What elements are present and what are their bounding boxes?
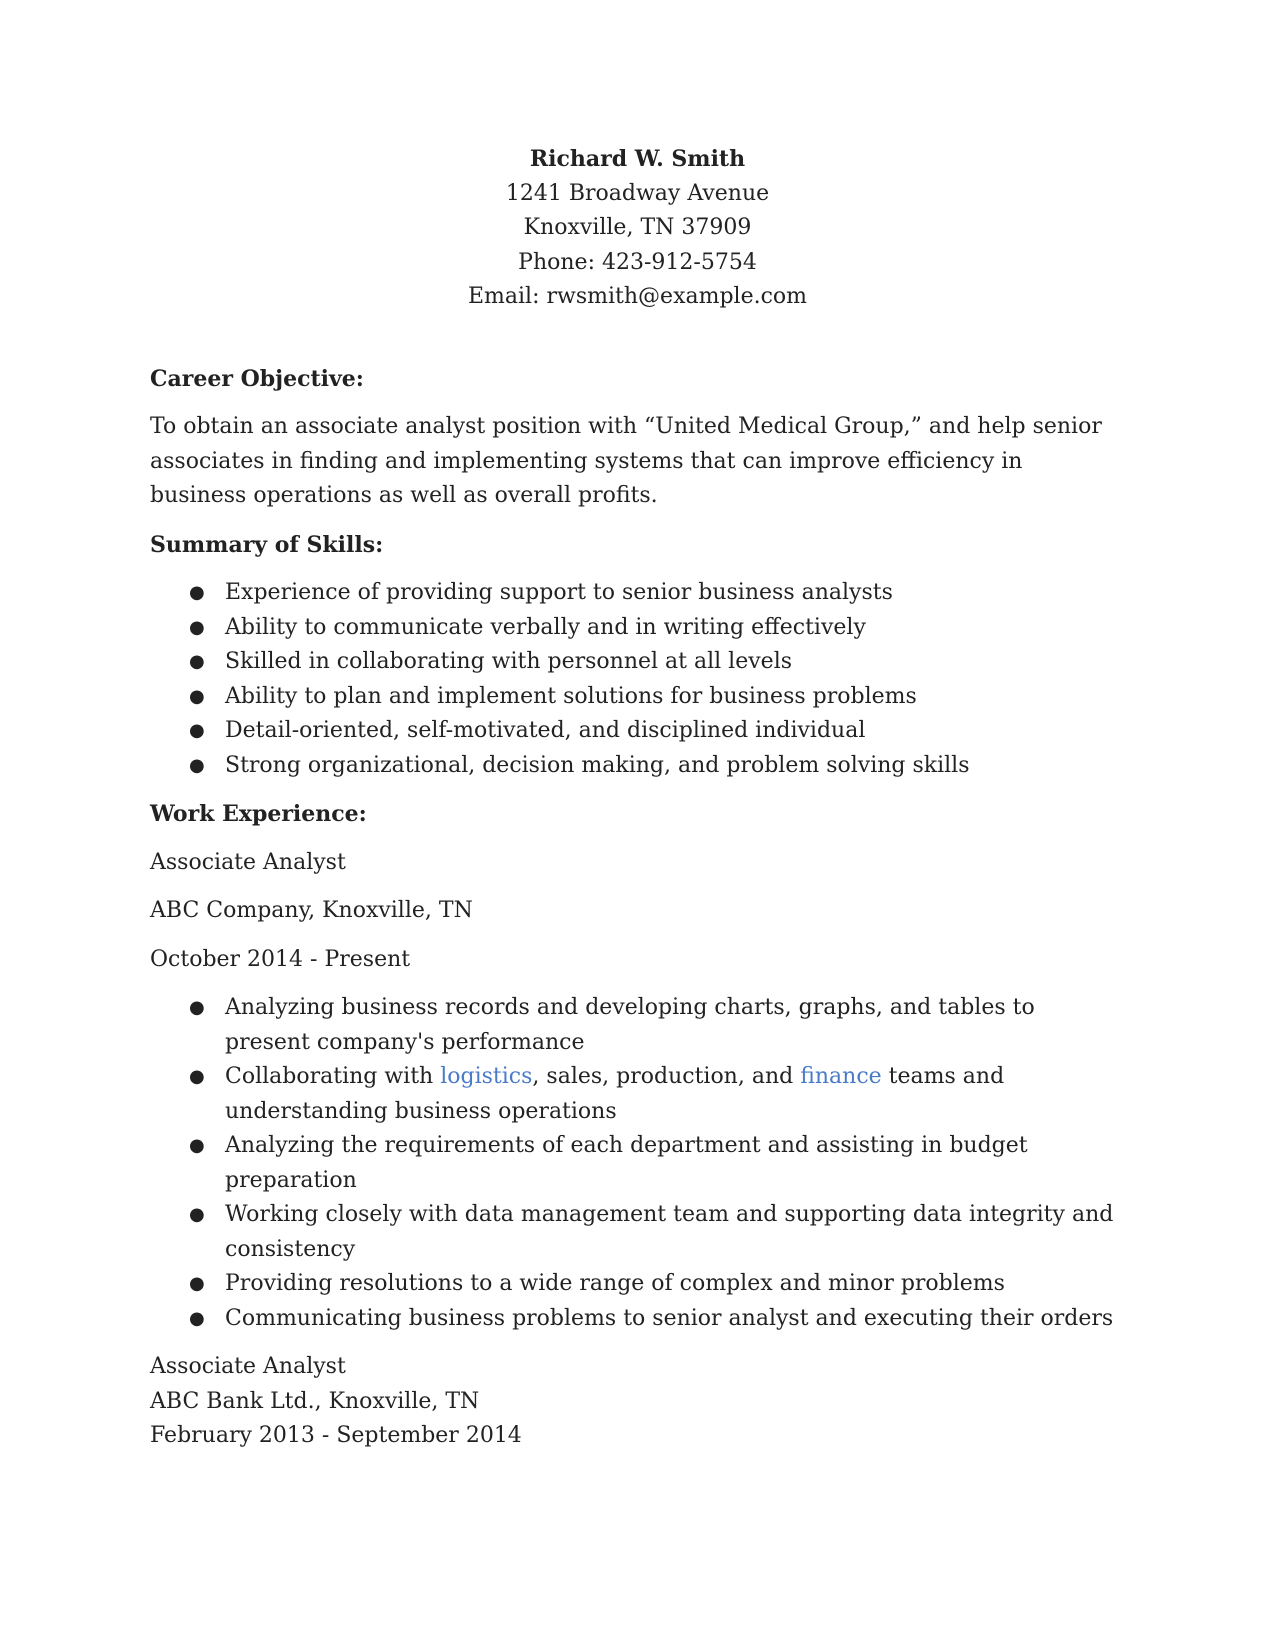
job1-company: ABC Company, Knoxville, TN	[150, 898, 473, 923]
finance-link[interactable]: finance	[800, 1064, 882, 1089]
applicant-name: Richard W. Smith	[529, 146, 746, 172]
experience-heading: Work Experience:	[150, 801, 367, 827]
bullet-icon: ●	[189, 1204, 205, 1225]
bullet-icon: ●	[189, 754, 205, 776]
list-item: ● Providing resolutions to a wide range of complex and minor problems	[150, 1267, 1125, 1302]
email-line: Email: rwsmith@example.com	[467, 284, 808, 309]
list-item: ● Skilled in collaborating with personnel at all levels	[150, 645, 1125, 680]
skills-heading: Summary of Skills:	[150, 531, 384, 558]
list-item: ● Experience of providing support to senior business analysts	[150, 576, 1125, 611]
list-item: ● Analyzing business records and developing charts, graphs, and tables to present company's performance	[150, 991, 1125, 1060]
list-item: ● Strong organizational, decision making, and problem solving skills	[150, 749, 1125, 784]
list-item: ● Collaborating with logistics, sales, production, and finance teams and understanding business operations	[150, 1060, 1125, 1129]
job2-dates: February 2013 - September 2014	[150, 1423, 522, 1448]
bullet-icon: ●	[189, 1307, 205, 1329]
objective-heading: Career Objective:	[150, 365, 364, 392]
address-line-1: 1241 Broadway Avenue	[505, 180, 770, 206]
list-item: ● Ability to plan and implement solutions for business problems	[150, 680, 1125, 715]
address-line-2: Knoxville, TN 37909	[523, 215, 752, 240]
list-item: ● Working closely with data management team and supporting data integrity and consistency	[150, 1198, 1125, 1267]
job2-role: Associate Analyst	[150, 1354, 346, 1379]
list-item: ● Detail-oriented, self-motivated, and disciplined individual	[150, 714, 1125, 749]
job1-dates: October 2014 - Present	[150, 946, 411, 972]
phone-line: Phone: 423-912-5754	[518, 249, 757, 275]
bullet-icon: ●	[189, 1273, 205, 1294]
bullet-icon: ●	[189, 616, 205, 638]
logistics-link[interactable]: logistics	[440, 1064, 533, 1089]
skills-list	[150, 576, 1125, 783]
resume-page	[150, 142, 1125, 1454]
bullet-icon: ●	[189, 1135, 205, 1156]
bullet-icon: ●	[189, 582, 205, 603]
bullet-icon: ●	[189, 651, 205, 672]
bullet-icon: ●	[189, 997, 205, 1018]
objective-text: To obtain an associate analyst position with “United Medical Group,” and help senior associates in finding and implementing systems that can improve efficiency in business operations as well as overall profits.	[150, 414, 1102, 508]
job2-company: ABC Bank Ltd., Knoxville, TN	[150, 1388, 480, 1414]
bullet-icon: ●	[189, 1066, 205, 1087]
list-item: ● Communicating business problems to senior analyst and executing their orders	[150, 1302, 1125, 1337]
bullet-icon: ●	[189, 685, 205, 707]
bullet-icon: ●	[189, 720, 205, 741]
list-item: ● Analyzing the requirements of each department and assisting in budget preparation	[150, 1129, 1125, 1198]
job1-role: Associate Analyst	[150, 849, 346, 875]
list-item: ● Ability to communicate verbally and in writing effectively	[150, 611, 1125, 646]
job1-duties-list	[150, 991, 1125, 1336]
resume-header	[150, 142, 1125, 315]
